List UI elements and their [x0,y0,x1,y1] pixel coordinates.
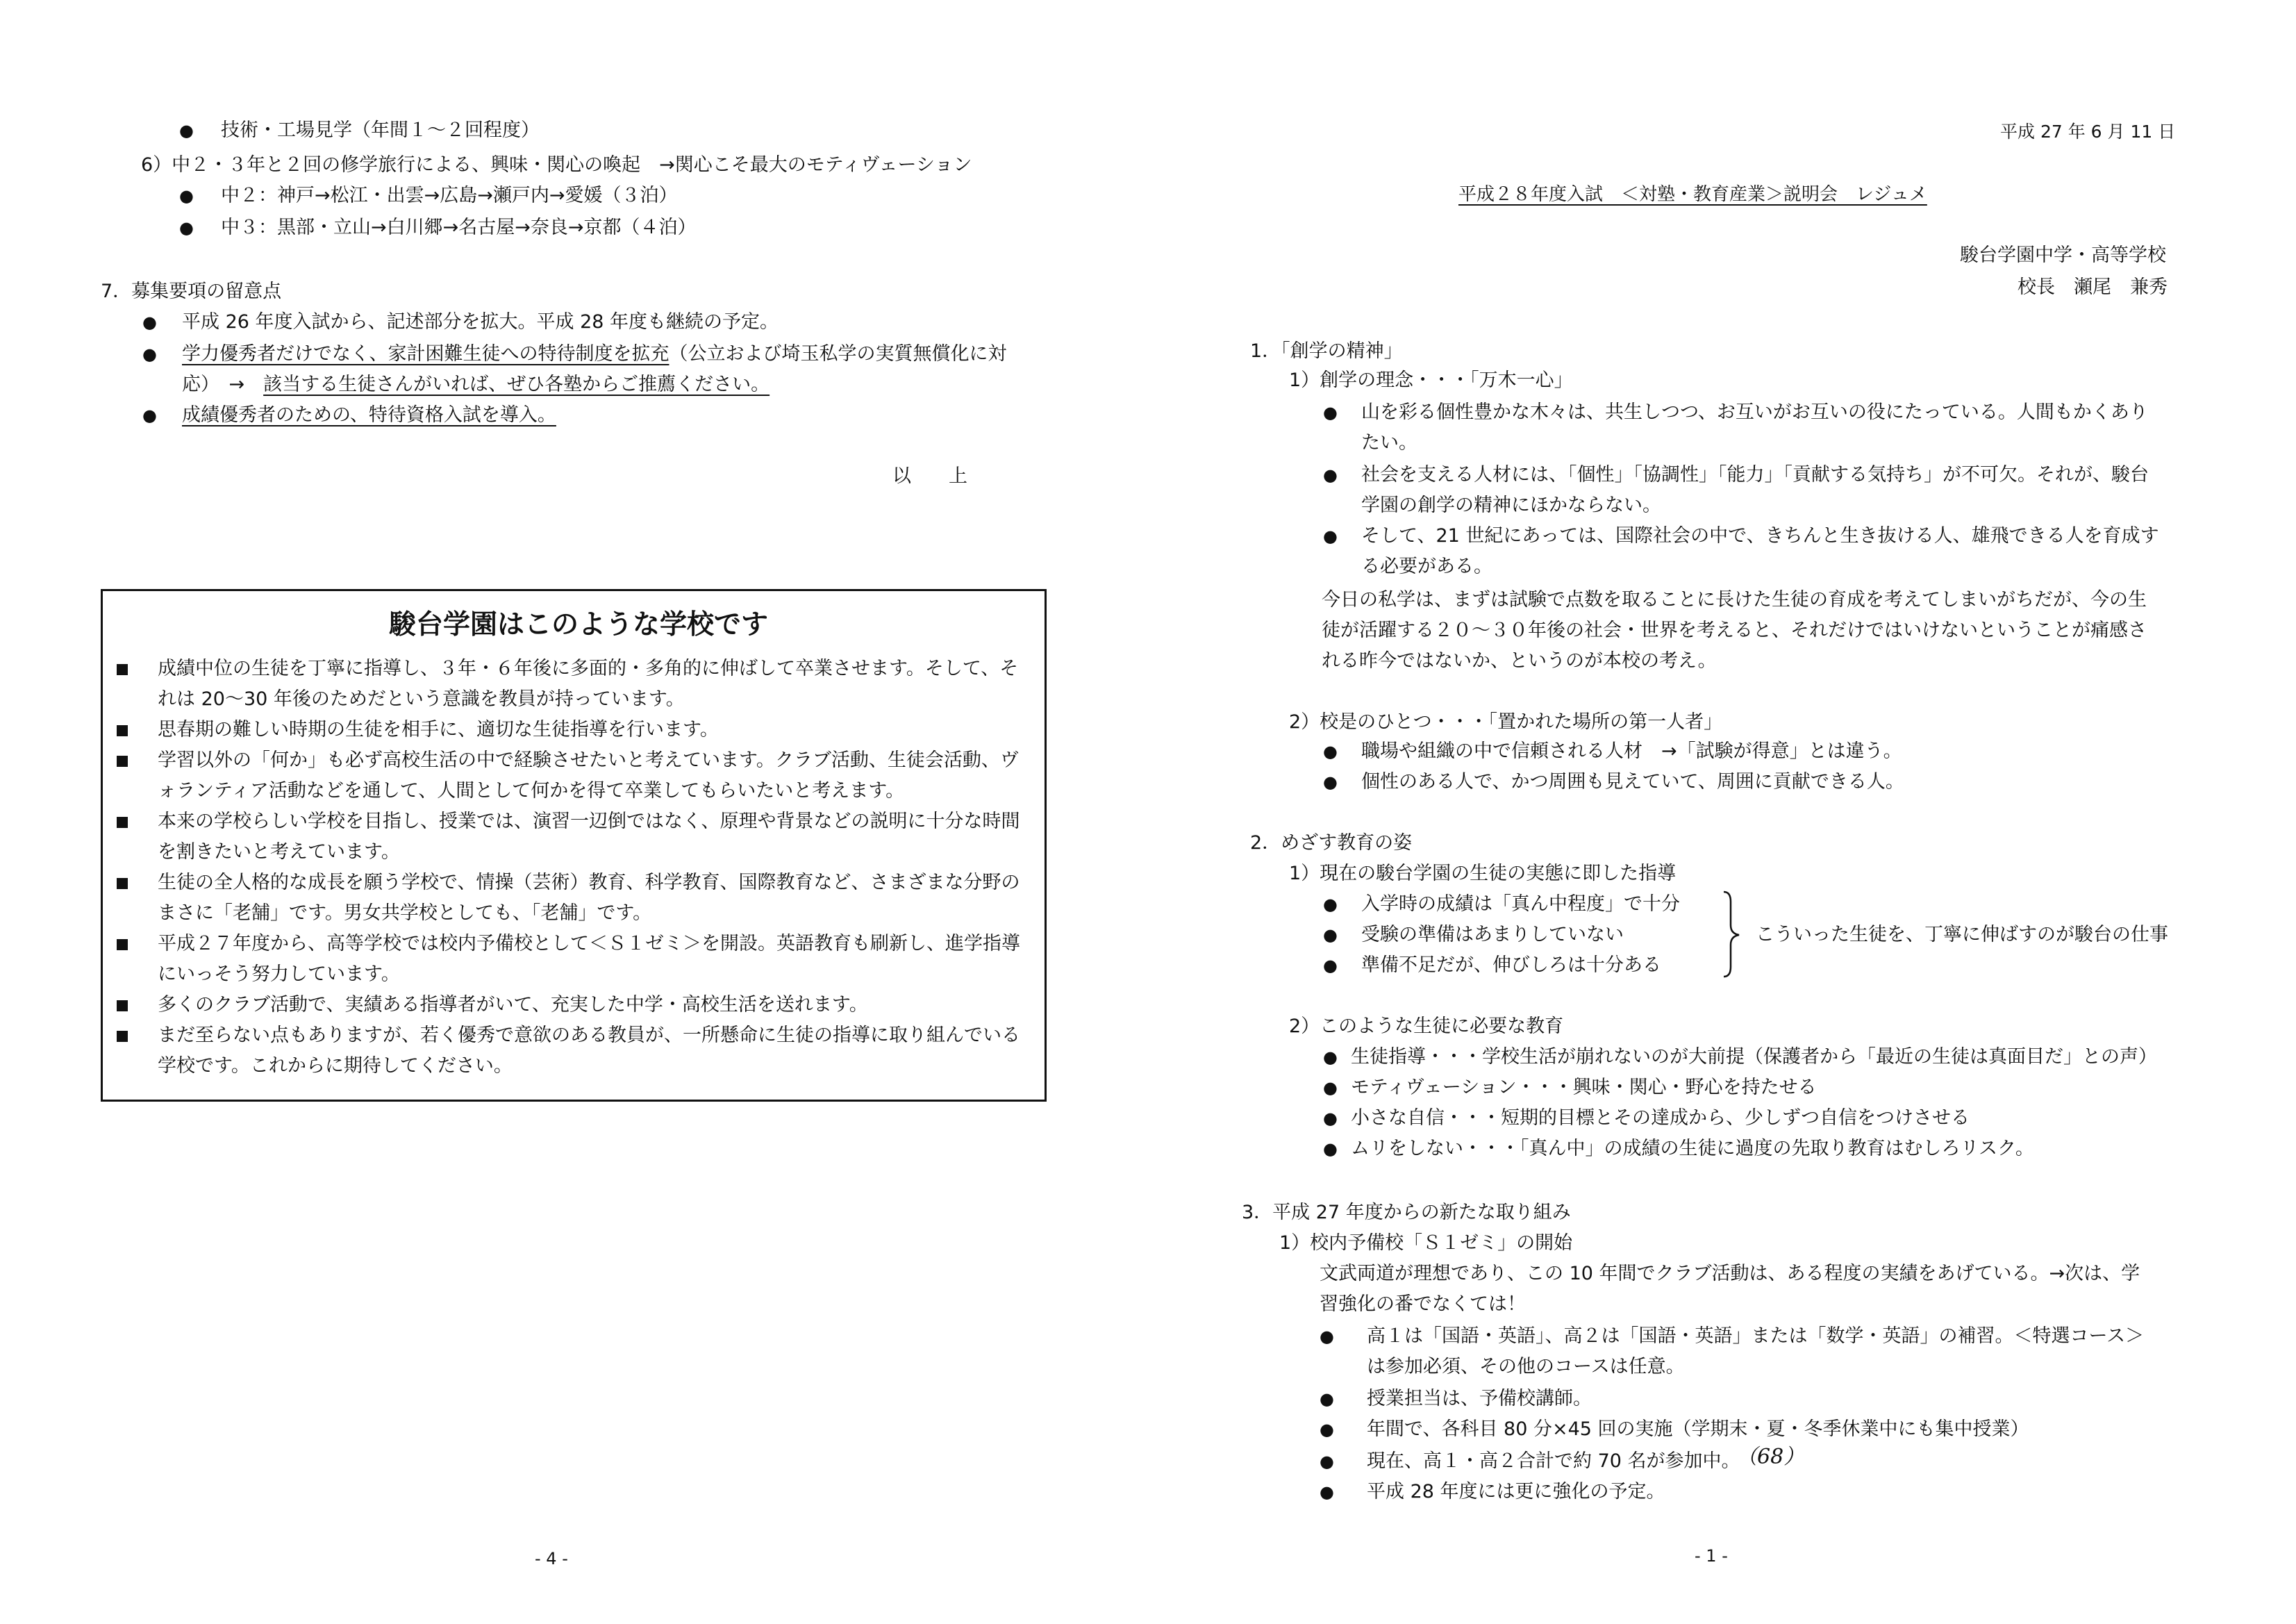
bullet: ● [1323,895,1338,914]
section-2-title: 2．めざす教育の姿 [1250,832,1413,854]
s2-2-bullet-3: 小さな自信・・・短期的目標とその達成から、少しずつ自信をつけさせる [1351,1107,1970,1129]
square-bullet [117,817,128,828]
box-line: ォランティア活動などを通して、人間として何かを得て卒業してもらいたいと考えます。 [158,780,905,802]
s2-2-bullet-2: モティヴェーション・・・興味・関心・野心を持たせる [1351,1077,1817,1098]
box-line: 多くのクラブ活動で、実績ある指導者がいて、充実した中学・高校生活を送れます。 [158,994,868,1016]
bullet: ● [179,218,194,238]
s2-bullet-1: 入学時の成績は「真ん中程度」で十分 [1361,893,1680,915]
s1-bullet-3: そして、21 世紀にあっては、国際社会の中で、きちんと生き抜ける人、雄飛できる人を育成す [1361,525,2159,547]
bullet: ● [1323,527,1338,546]
box-line: まだ至らない点もありますが、若く優秀で意欲のある教員が、一所懸命に生徒の指導に取り組んでいる [158,1025,1020,1046]
bullet: ● [142,406,157,425]
box-line: 生徒の全人格的な成長を願う学校で、情操（芸術）教育、科学教育、国際教育など、さまざまな分野の [158,872,1020,893]
box-line: を割きたいと考えています。 [158,841,400,863]
date: 平成 27 年 6 月 11 日 [2000,122,2176,142]
box-title: 駿台学園はこのような学校です [389,609,769,640]
s3-bullet-5: 平成 28 年度には更に強化の予定。 [1367,1481,1665,1502]
s1-2-bullet-1: 職場や組織の中で信頼される人材 →「試験が得意」とは違う。 [1361,740,1902,762]
square-bullet [117,1031,128,1042]
bullet: ● [1323,1109,1338,1128]
box-line: 学習以外の「何か」も必ず高校生活の中で経験させたいと考えています。クラブ活動、生徒会活動、ヴ [158,749,1019,771]
s2-bullet-3: 準備不足だが、伸びしろは十分ある [1361,954,1661,976]
bullet: ● [1320,1327,1334,1346]
box-line: 平成２７年度から、高等学校では校内予備校として＜Ｓ１ゼミ＞を開設。英語教育も刷新し、進学指導 [158,933,1020,954]
bullet: ● [179,186,194,206]
document-title: 平成２８年度入試 ＜対塾・教育産業＞説明会 レジュメ [1458,184,1927,205]
bullet: ● [1320,1420,1334,1439]
curly-brace-icon [1720,889,1743,979]
handwritten-note: （68） [1736,1445,1805,1469]
s1-paragraph: 徒が活躍する２０～３０年後の社会・世界を考えると、それだけではいけないということが痛感さ [1322,620,2147,641]
section-3-1: 1）校内予備校「Ｓ１ゼミ」の開始 [1279,1232,1573,1254]
section-1-1: 1）創学の理念・・・「万木一心」 [1289,370,1573,391]
bullet: ● [142,313,157,332]
trip-grade3: 中３：黒部・立山→白川郷→名古屋→奈良→京都（４泊） [221,217,697,238]
box-line: 学校です。これからに期待してください。 [158,1055,513,1077]
end-mark: 以 上 [892,465,967,487]
s1-bullet-1-cont: たい。 [1361,432,1417,454]
item-6: 6）中２・３年と２回の修学旅行による、興味・関心の喚起 →関心こそ最大のモティヴェーション [141,154,972,176]
section-1-title: 1．「創学の精神」 [1250,340,1403,362]
s1-paragraph: れる昨今ではないか、というのが本校の考え。 [1322,650,1717,672]
box-line: れは 20～30 年後のためだという意識を教員が持っています。 [158,688,685,710]
page-number-left: - 4 - [535,1549,568,1568]
page-number-right: - 1 - [1695,1546,1728,1566]
trip-grade2: 中２：神戸→松江・出雲→広島→瀬戸内→愛媛（３泊） [221,185,678,206]
s2-bullet-2: 受験の準備はあまりしていない [1361,924,1624,945]
section-2-2: 2）このような生徒に必要な教育 [1289,1016,1564,1037]
square-bullet [117,756,128,767]
square-bullet [117,1000,128,1011]
bullet: ● [1323,403,1338,422]
school-name: 駿台学園中学・高等学校 [1960,245,2166,266]
s3-bullet-3: 年間で、各科目 80 分×45 回の実施（学期末・夏・冬季休業中にも集中授業） [1367,1418,2029,1440]
section-7-title: 7．募集要項の留意点 [101,281,282,302]
bullet: ● [142,345,157,364]
box-line: まさに「老舗」です。男女共学校としても、「老舗」です。 [158,902,652,924]
sec7-bullet-1: 平成 26 年度入試から、記述部分を拡大。平成 28 年度も継続の予定。 [182,311,779,333]
s3-paragraph: 文武両道が理想であり、この 10 年間でクラブ活動は、ある程度の実績をあげている。→次は、学 [1320,1263,2140,1284]
sec7-bullet-2-cont: 応） → 該当する生徒さんがいれば、ぜひ各塾からご推薦ください。 [182,374,770,395]
bullet: ● [1323,772,1338,792]
square-bullet [117,939,128,950]
square-bullet [117,664,128,675]
s1-bullet-2: 社会を支える人材には、「個性」「協調性」「能力」「貢献する気持ち」が不可欠。それが、駿台 [1361,464,2149,486]
s3-paragraph: 習強化の番でなくては！ [1320,1293,1526,1315]
box-line: 本来の学校らしい学校を目指し、授業では、演習一辺倒ではなく、原理や背景などの説明に十分な時間 [158,811,1020,832]
square-bullet [117,878,128,889]
s3-bullet-1-cont: は参加必須、その他のコースは任意。 [1367,1356,1685,1377]
school-summary-box [101,589,1047,1102]
bullet: ● [1320,1482,1334,1502]
sec7-bullet-2: 学力優秀者だけでなく、家計困難生徒への特待制度を拡充（公立および埼玉私学の実質無償化に対 [182,343,1007,365]
bullet: ● [1323,1078,1338,1097]
bullet: ● [1323,1047,1338,1067]
s1-2-bullet-2: 個性のある人で、かつ周囲も見えていて、周囲に貢献できる人。 [1361,771,1904,793]
box-line: 思春期の難しい時期の生徒を相手に、適切な生徒指導を行います。 [158,719,719,740]
section-1-2: 2）校是のひとつ・・・「置かれた場所の第一人者」 [1289,711,1723,733]
sec7-bullet-3: 成績優秀者のための、特待資格入試を導入。 [182,404,556,426]
s3-bullet-1: 高１は「国語・英語」、高２は「国語・英語」または「数学・英語」の補習。＜特選コース＞ [1367,1325,2145,1347]
s1-paragraph: 今日の私学は、まずは試験で点数を取ることに長けた生徒の育成を考えてしまいがちだが、今の生 [1322,589,2147,611]
s2-2-bullet-4: ムリをしない・・・「真ん中」の成績の生徒に過度の先取り教育はむしろリスク。 [1351,1138,2034,1159]
box-line: にいっそう努力しています。 [158,963,400,985]
factory-visit-item: 技術・工場見学（年間１～２回程度） [221,119,540,141]
s3-bullet-4: 現在、高１・高２合計で約 70 名が参加中。 [1367,1450,1740,1472]
bullet: ● [1323,956,1338,975]
bullet: ● [1320,1452,1334,1471]
bullet: ● [1323,925,1338,945]
s1-bullet-1: 山を彩る個性豊かな木々は、共生しつつ、お互いがお互いの役にたっている。人間もかくあり [1361,401,2148,423]
box-line: 成績中位の生徒を丁寧に指導し、３年・６年後に多面的・多角的に伸ばして卒業させます。そして、そ [158,658,1019,679]
bullet: ● [1323,1139,1338,1159]
brace-note: こういった生徒を、丁寧に伸ばすのが駿台の仕事 [1756,924,2168,945]
s2-2-bullet-1: 生徒指導・・・学校生活が崩れないのが大前提（保護者から「最近の生徒は真面目だ」との声） [1351,1046,2157,1068]
bullet: ● [1323,742,1338,761]
section-3-title: 3．平成 27 年度からの新たな取り組み [1242,1202,1571,1223]
bullet: ● [179,121,194,140]
square-bullet [117,725,128,736]
s1-bullet-3-cont: る必要がある。 [1361,556,1492,577]
principal-name: 校長 瀬尾 兼秀 [2018,276,2168,298]
section-2-1: 1）現在の駿台学園の生徒の実態に即した指導 [1289,863,1677,884]
bullet: ● [1320,1389,1334,1409]
s3-bullet-2: 授業担当は、予備校講師。 [1367,1388,1592,1409]
bullet: ● [1323,465,1338,485]
s1-bullet-2-cont: 学園の創学の精神にほかならない。 [1361,495,1661,516]
